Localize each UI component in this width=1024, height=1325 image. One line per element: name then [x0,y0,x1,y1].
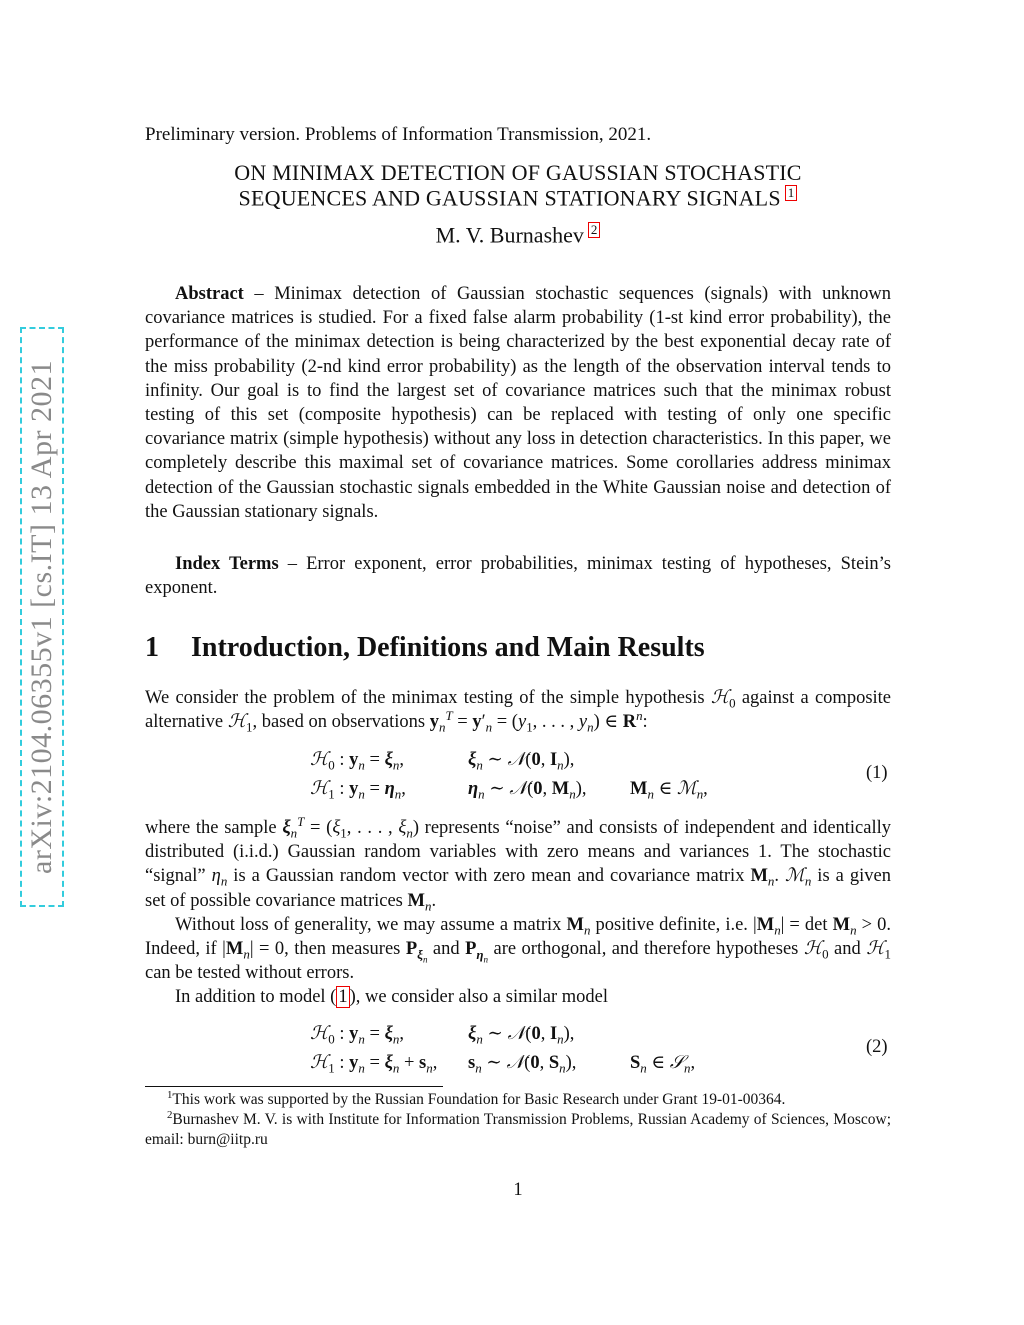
footnote-1-text: This work was supported by the Russian Foundation for Basic Research under Grant 19-01-00364. [172,1091,786,1108]
equation-2: ℋ$_0$ : $y_n = \xi_n$, $\xi_n$ ∼ 𝒩(0, $I_n$), ℋ$_1$ : $y_n = \xi_n + s_n$, $s_n$ ∼ 𝒩(0, $S_n$), $S_n$ ∈ 𝒮$_n$, [310,1024,696,1076]
footnote-2-text: Burnashev M. V. is with Institute for Information Transmission Problems, Russian Academy of Sciences, Moscow; email: burn@iitp.ru [145,1111,891,1148]
body-paragraph-3: In addition to model ( 1 ), we consider also a similar model [175,987,609,1008]
author-name: M. V. Burnashev [435,222,584,248]
footnote-2 [145,1110,891,1150]
section-number: 1 [145,632,159,663]
body-text [145,813,892,1010]
equation-2-number: (2) [866,1037,888,1057]
body-paragraph-1: where the sample $\xi_n^T = (\xi_1$, . . . , $\xi_n$) represents “noise” and consists of independent and identically distributed (i.i.d.) Gaussian random variables with zero means and variances 1. The stochastic “signal” $\eta_n$ is a Gaussian random vector with zero mean and covariance matrix $M_n$. ℳ$_n$ is a given set of possible covariance matrices $M_n$. [145,813,892,914]
footnote-1 [145,1090,891,1110]
abstract-label: Abstract [175,284,244,304]
index-terms [145,552,891,600]
index-terms-label: Index Terms [175,554,279,574]
section-title: Introduction, Definitions and Main Results [191,632,705,663]
equation-1-link[interactable]: 1 [338,987,348,1008]
preliminary-note: Preliminary version. Problems of Information Transmission, 2021. [145,124,652,145]
arxiv-id: arXiv:2104.06355v1 [cs.IT] 13 Apr 2021 [25,360,58,874]
arxiv-stamp[interactable] [20,327,64,907]
title-footnote-link[interactable]: 1 [785,185,798,201]
equation-1-number: (1) [866,763,888,783]
body-paragraph-2: Without loss of generality, we may assume a matrix $M_n$ positive definite, i.e. $|M_n| = \det M_n > 0$. Indeed, if $|M_n| = 0$, then measures $P_{\xi_n}$ and $P_{\eta_n}$ are orthogonal, and therefore hypotheses ℋ$_0$ and ℋ$_1$ can be tested without errors. [145,914,891,984]
page-number: 1 [513,1180,523,1200]
footnote-2-mark: 2 [167,1108,173,1121]
equation-1: ℋ$_0$ : $y_n = \xi_n$, $\xi_n$ ∼ 𝒩(0, $I_n$), ℋ$_1$ : $y_n = \eta_n$, $\eta_n$ ∼ 𝒩(0, $M_n$), $M_n$ ∈ ℳ$_n$, [310,750,708,802]
footnote-rule [145,1086,443,1087]
intro-paragraph: We consider the problem of the minimax testing of the simple hypothesis ℋ$_0$ against a composite alternative ℋ$_1$, based on observations $y_n^T = y'_n = (y_1$, . . . , $y_n$) ∈ $R^n$: [145,688,892,735]
footnote-1-mark: 1 [167,1088,173,1101]
abstract-text: – Minimax detection of Gaussian stochastic sequences (signals) with unknown covariance matrices is studied. For a fixed false alarm probability (1-st kind error probability), the performance of the minimax detection is being characterized by the best exponential decay rate of the miss probability (2-nd kind error probability) as the length of the observation interval tends to infinity. Our goal is to find the largest set of covariance matrices such that the minimax robust testing of this set (composite hypothesis) can be replaced with testing of only one specific covariance matrix (simple hypothesis) without any loss in detection characteristics. In this paper, we completely describe this maximal set of covariance matrices. Some corollaries address minimax detection of the Gaussian stochastic signals embedded in the White Gaussian noise and detection of the Gaussian stationary signals. [145,284,891,522]
title-line-2-text: SEQUENCES AND GAUSSIAN STATIONARY SIGNALS [238,185,781,211]
index-terms-text: – Error exponent, error probabilities, minimax testing of hypotheses, Stein’s exponent. [145,554,892,599]
author-footnote-link[interactable]: 2 [588,222,601,238]
section-heading [145,632,705,664]
abstract [145,282,891,524]
title-line-1: ON MINIMAX DETECTION OF GAUSSIAN STOCHASTIC [234,160,802,185]
title-line-2 [145,185,891,210]
footnotes [145,1090,891,1150]
author [145,222,891,248]
paper-title [145,160,891,210]
